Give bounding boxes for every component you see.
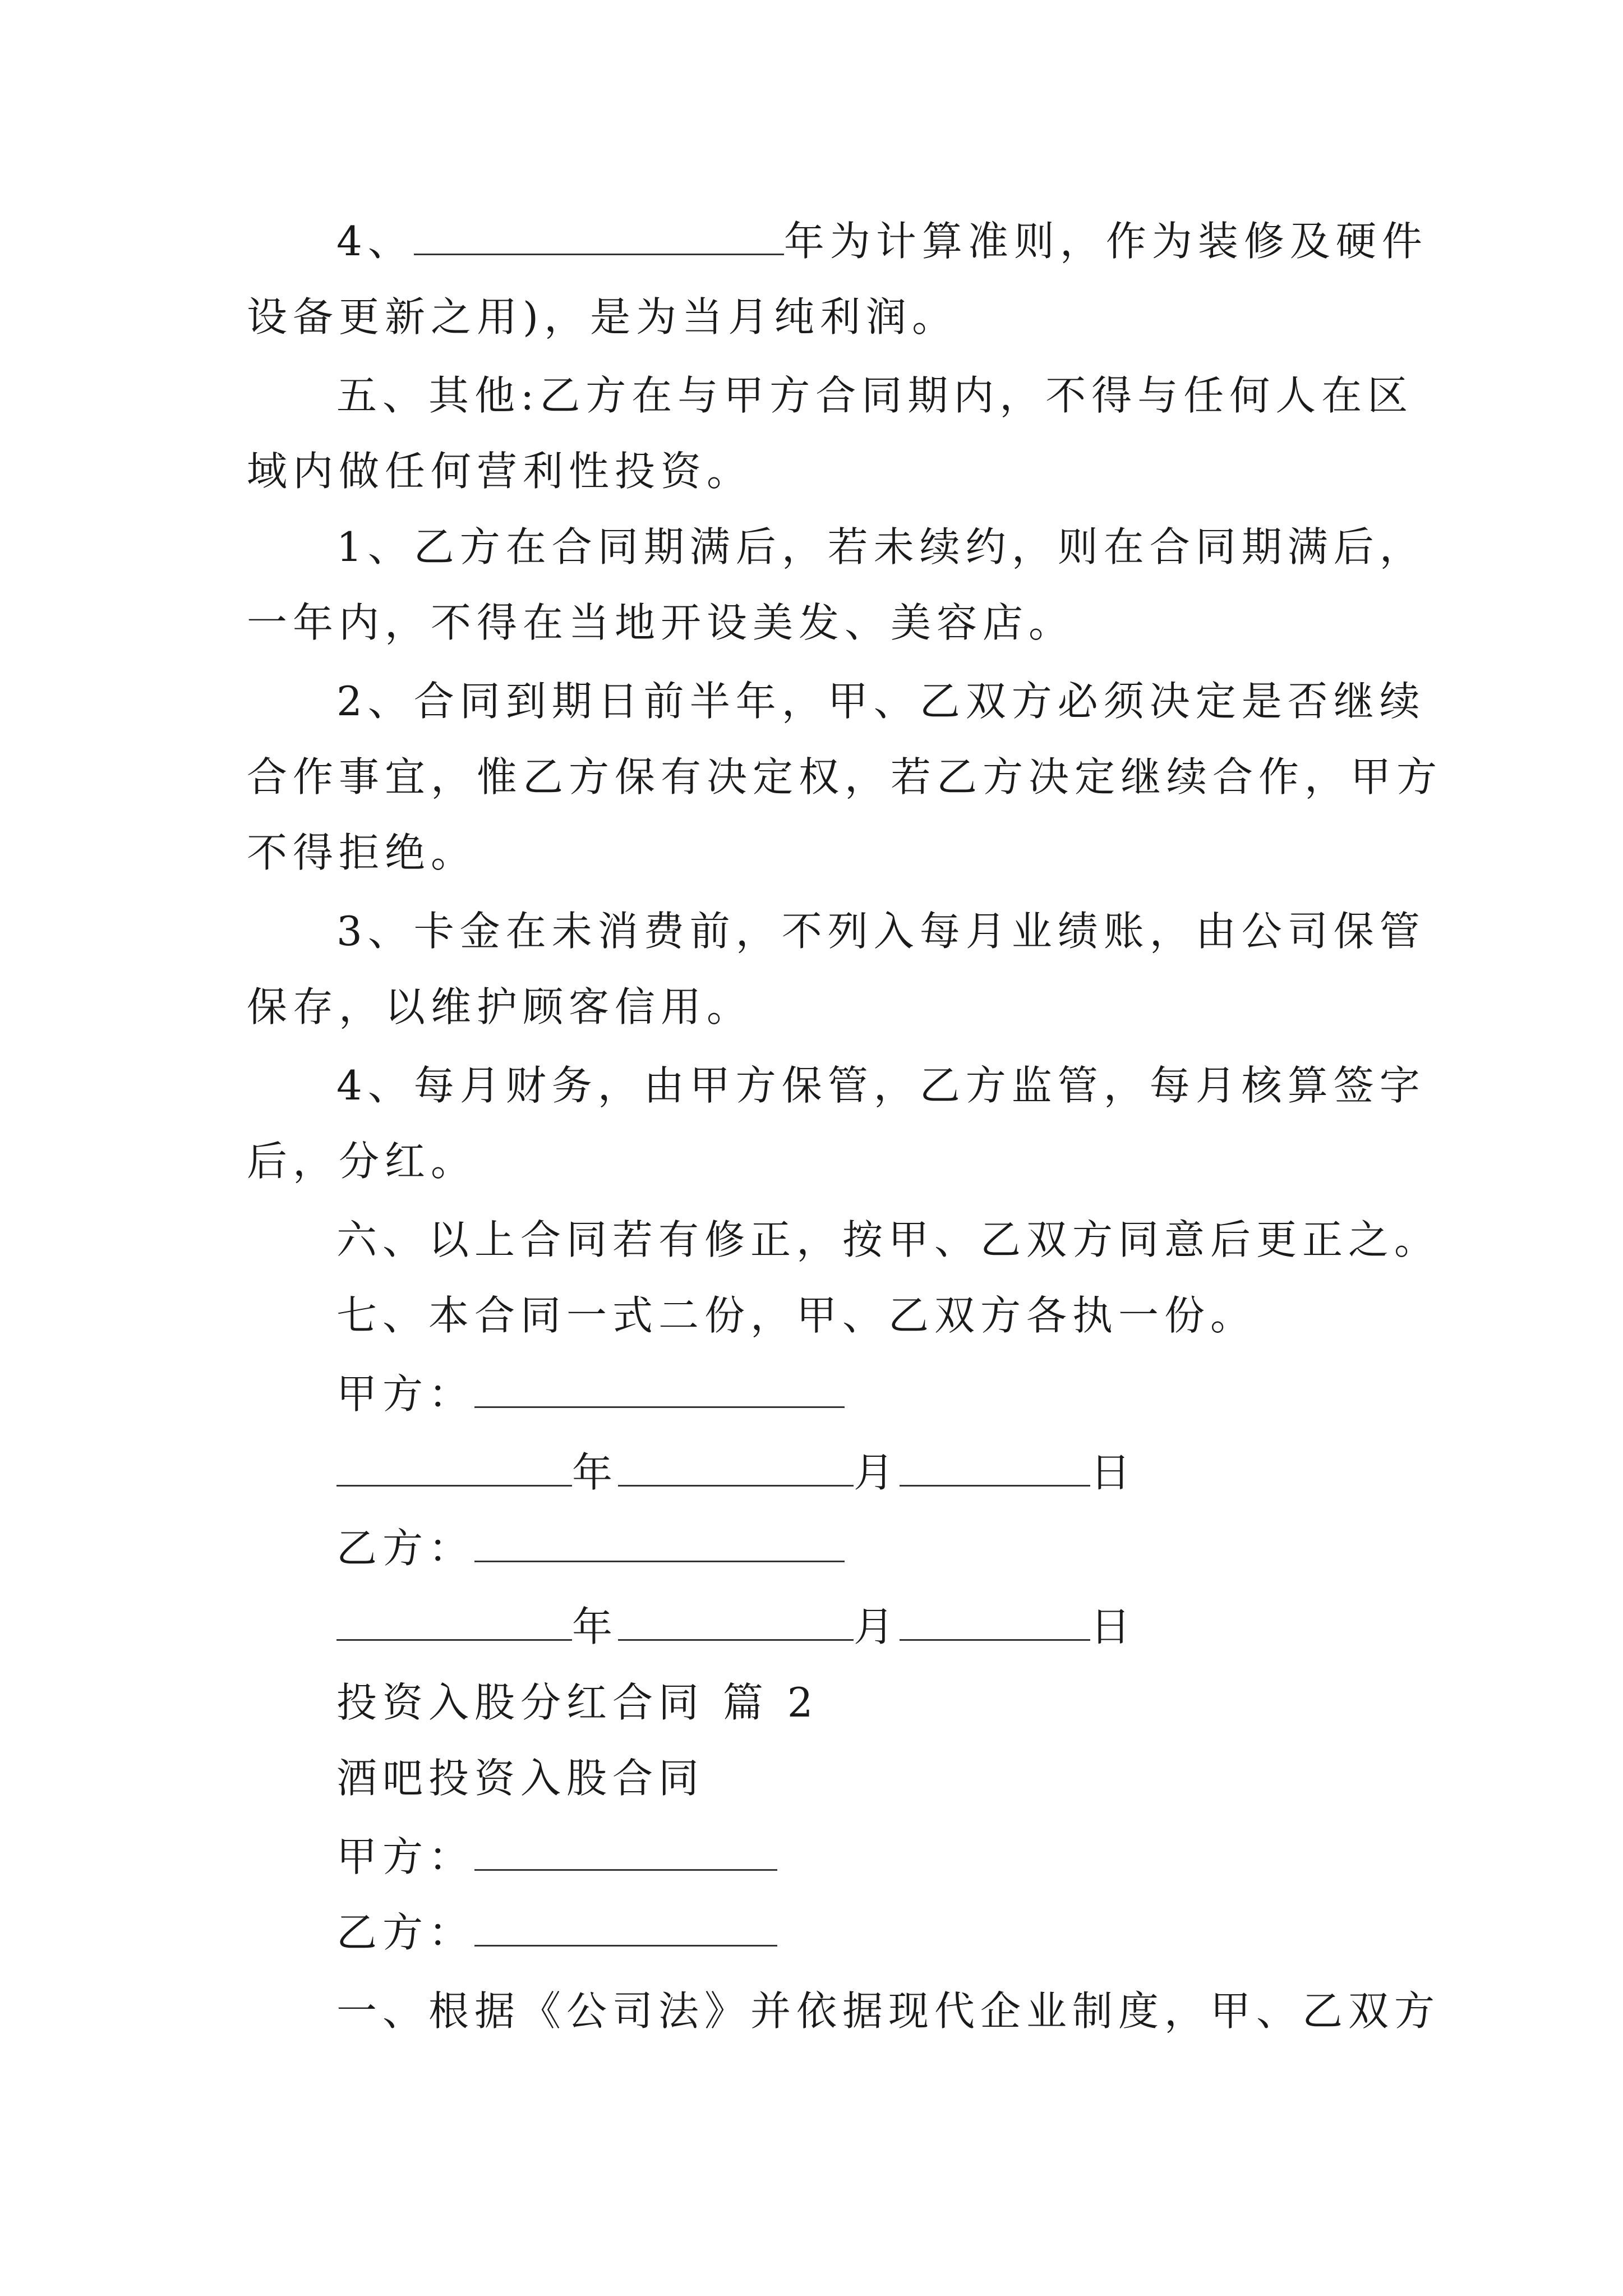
party-b-year-field (336, 1604, 572, 1641)
item-4-line-1: 4、每月财务，由甲方保管，乙方监管，每月核算签字 (336, 1062, 1426, 1109)
month-label: 月 (854, 1603, 900, 1650)
party-a-signature-field (474, 1372, 845, 1408)
year-label: 年 (572, 1449, 619, 1496)
item-2-line-2: 合作事宜，惟乙方保有决定权，若乙方决定继续合作，甲方 (247, 753, 1443, 800)
party-a-year-field (336, 1450, 572, 1487)
item-1-line-2: 一年内，不得在当地开设美发、美容店。 (247, 599, 1075, 646)
day-label: 日 (1090, 1603, 1137, 1650)
section-5-line-2: 域内做任何营利性投资。 (247, 448, 753, 495)
party-b-date-line (336, 1599, 1481, 1655)
section-7: 七、本合同一式二份，甲、乙双方各执一份。 (336, 1292, 1257, 1339)
section-2-title: 投资入股分红合同 篇 2 (336, 1679, 819, 1726)
party-b-month-field (618, 1604, 854, 1641)
item-1-line-1: 1、乙方在合同期满后，若未续约，则在合同期满后， (336, 523, 1426, 570)
s2-clause-1: 一、根据《公司法》并依据现代企业制度，甲、乙双方 (336, 1987, 1441, 2035)
blank-field-years (414, 219, 784, 255)
section-6: 六、以上合同若有修正，按甲、乙双方同意后更正之。 (336, 1216, 1441, 1263)
clause-4-text: 年为计算准则，作为装修及硬件 (783, 218, 1428, 265)
s2-party-a-label: 甲方： (336, 1833, 475, 1880)
year-label: 年 (572, 1603, 619, 1650)
month-label: 月 (854, 1449, 900, 1496)
section-2-subtitle: 酒吧投资入股合同 (336, 1755, 705, 1802)
party-b-label: 乙方： (336, 1525, 475, 1572)
item-4-line-2: 后，分红。 (247, 1138, 477, 1185)
s2-party-a-field (474, 1834, 777, 1871)
s2-party-a-line (336, 1829, 1481, 1885)
s2-party-b-field (474, 1910, 777, 1947)
item-2-line-1: 2、合同到期日前半年，甲、乙双方必须决定是否继续 (336, 678, 1426, 725)
clause-4-line-2: 设备更新之用)，是为当月纯利润。 (247, 293, 958, 341)
s2-party-b-label: 乙方： (336, 1909, 475, 1956)
clause-4-number: 4、 (336, 218, 414, 265)
party-a-label: 甲方： (336, 1370, 475, 1418)
party-a-day-field (900, 1450, 1090, 1487)
party-b-signature-line (336, 1520, 1481, 1576)
day-label: 日 (1090, 1449, 1137, 1496)
party-a-month-field (618, 1450, 854, 1487)
s2-party-b-line (336, 1904, 1481, 1961)
party-b-signature-field (474, 1526, 845, 1562)
clause-4-line-1 (336, 213, 1481, 269)
item-3-line-2: 保存，以维护顾客信用。 (247, 983, 753, 1030)
section-5-line-1: 五、其他:乙方在与甲方合同期内，不得与任何人在区 (336, 372, 1414, 419)
party-a-date-line (336, 1444, 1481, 1501)
item-2-line-3: 不得拒绝。 (247, 829, 477, 876)
party-a-signature-line (336, 1366, 1481, 1422)
party-b-day-field (900, 1604, 1090, 1641)
item-3-line-1: 3、卡金在未消费前，不列入每月业绩账，由公司保管 (336, 908, 1426, 955)
